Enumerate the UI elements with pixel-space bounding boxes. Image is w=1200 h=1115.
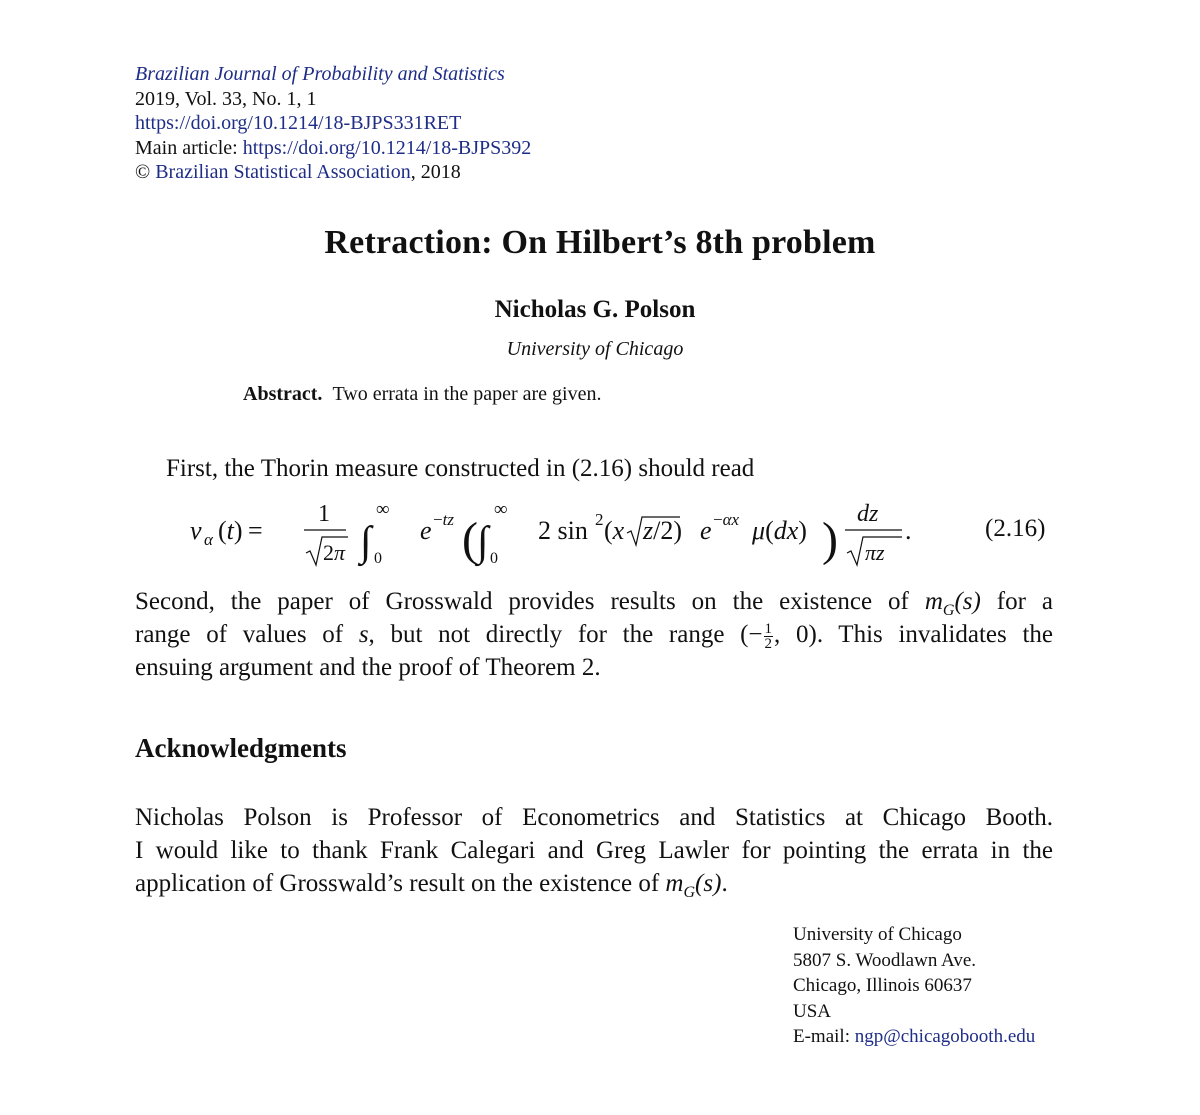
equation-number: (2.16)	[985, 515, 1046, 542]
svg-text:.: .	[905, 516, 912, 545]
paragraph-second-line3: ensuing argument and the proof of Theorem 2.	[135, 654, 601, 681]
paragraph-second-line1	[135, 585, 1053, 618]
journal-header	[135, 62, 531, 185]
ack-math-m: m	[665, 870, 684, 897]
svg-text:=: =	[248, 516, 263, 545]
address-line4: USA	[793, 1000, 832, 1022]
svg-text:0: 0	[374, 550, 382, 567]
abstract	[243, 383, 601, 406]
ack-line2: I would like to thank Frank Calegari and Greg Lawler for pointing the errata in the	[135, 837, 1053, 864]
p2-text-c: range of values of	[135, 621, 359, 648]
main-article-line	[135, 136, 531, 161]
abstract-text: Two errata in the paper are given.	[332, 383, 602, 405]
main-article-doi-link[interactable]: https://doi.org/10.1214/18-BJPS392	[242, 136, 532, 159]
author-affiliation: University of Chicago	[506, 338, 684, 360]
svg-text:0: 0	[490, 550, 498, 567]
p2-text-b: for a	[980, 588, 1054, 615]
association-link[interactable]: Brazilian Statistical Association	[155, 161, 411, 183]
ack-math-arg: (s)	[695, 870, 722, 897]
svg-text:μ(dx): μ(dx)	[752, 516, 807, 545]
ack-line1: Nicholas Polson is Professor of Econometrics and Statistics at Chicago Booth.	[135, 804, 1053, 831]
ack-math-sub: G	[683, 884, 696, 901]
fraction-numerator: 1	[764, 620, 773, 637]
svg-text:∫: ∫	[477, 519, 489, 565]
copyright-symbol: ©	[135, 161, 151, 183]
svg-text:2π: 2π	[323, 540, 346, 565]
svg-text:dz: dz	[857, 501, 879, 527]
volume-info: 2019, Vol. 33, No. 1, 1	[135, 87, 317, 110]
svg-text:(: (	[462, 513, 478, 566]
email-label: E-mail:	[793, 1026, 855, 1047]
thorin-measure-equation	[190, 493, 1070, 573]
fraction-denominator: 2	[764, 635, 773, 652]
svg-text:): )	[822, 513, 838, 566]
acknowledgments-paragraph	[135, 801, 1053, 900]
abstract-label: Abstract.	[243, 383, 323, 405]
email-line	[793, 1024, 1035, 1050]
p2-text-e: , 0). This invalidates the	[774, 621, 1053, 648]
paper-title: Retraction: On Hilbert’s 8th problem	[324, 224, 876, 261]
svg-text:1: 1	[318, 501, 330, 527]
address-line3: Chicago, Illinois 60637	[793, 975, 972, 996]
p2-text-d: , but not directly for the range (−	[368, 621, 763, 648]
equation-graphic	[190, 493, 920, 573]
email-link[interactable]: ngp@chicagobooth.edu	[854, 1026, 1036, 1047]
address-line1: University of Chicago	[793, 924, 962, 945]
author-address	[793, 922, 1035, 1050]
svg-text:πz: πz	[865, 540, 885, 565]
svg-text:−tz: −tz	[433, 510, 454, 529]
svg-text:e: e	[420, 516, 432, 545]
p2-text-a: Second, the paper of Grosswald provides results on the existence of	[135, 588, 925, 615]
p2-math-sub: G	[942, 602, 955, 619]
fraction-half	[764, 622, 774, 651]
svg-text:e: e	[700, 516, 712, 545]
svg-text:(x: (x	[604, 516, 625, 545]
svg-text:−αx: −αx	[713, 510, 740, 529]
svg-text:2 sin: 2 sin	[538, 516, 588, 545]
p2-math-arg: (s)	[954, 588, 981, 615]
svg-text:∞: ∞	[494, 499, 508, 520]
author-name: Nicholas G. Polson	[494, 296, 696, 323]
svg-text:2: 2	[595, 510, 604, 529]
svg-text:∫: ∫	[360, 519, 372, 565]
svg-text:ν: ν	[190, 516, 202, 545]
svg-text:z/2): z/2)	[643, 516, 683, 545]
doi-link[interactable]: https://doi.org/10.1214/18-BJPS331RET	[135, 112, 462, 134]
journal-name-link[interactable]: Brazilian Journal of Probability and Statistics	[135, 63, 505, 85]
ack-text-b: .	[721, 870, 728, 897]
copyright-year: , 2018	[410, 161, 461, 183]
main-article-label: Main article:	[135, 136, 243, 159]
ack-line3	[135, 867, 1053, 900]
p2-math-m: m	[924, 588, 943, 615]
p2-math-s: s	[358, 621, 369, 648]
ack-text-a: application of Grosswald’s result on the existence of	[135, 870, 666, 897]
svg-text:(t): (t)	[218, 516, 243, 545]
paragraph-second-line2	[135, 618, 1053, 651]
svg-text:α: α	[204, 530, 213, 549]
copyright-line	[135, 160, 531, 185]
acknowledgments-heading: Acknowledgments	[135, 733, 347, 763]
svg-text:∞: ∞	[376, 499, 390, 520]
address-line2: 5807 S. Woodlawn Ave.	[793, 949, 977, 971]
paragraph-second	[135, 585, 1053, 684]
paragraph-first: First, the Thorin measure constructed in (2.16) should read	[166, 455, 755, 482]
